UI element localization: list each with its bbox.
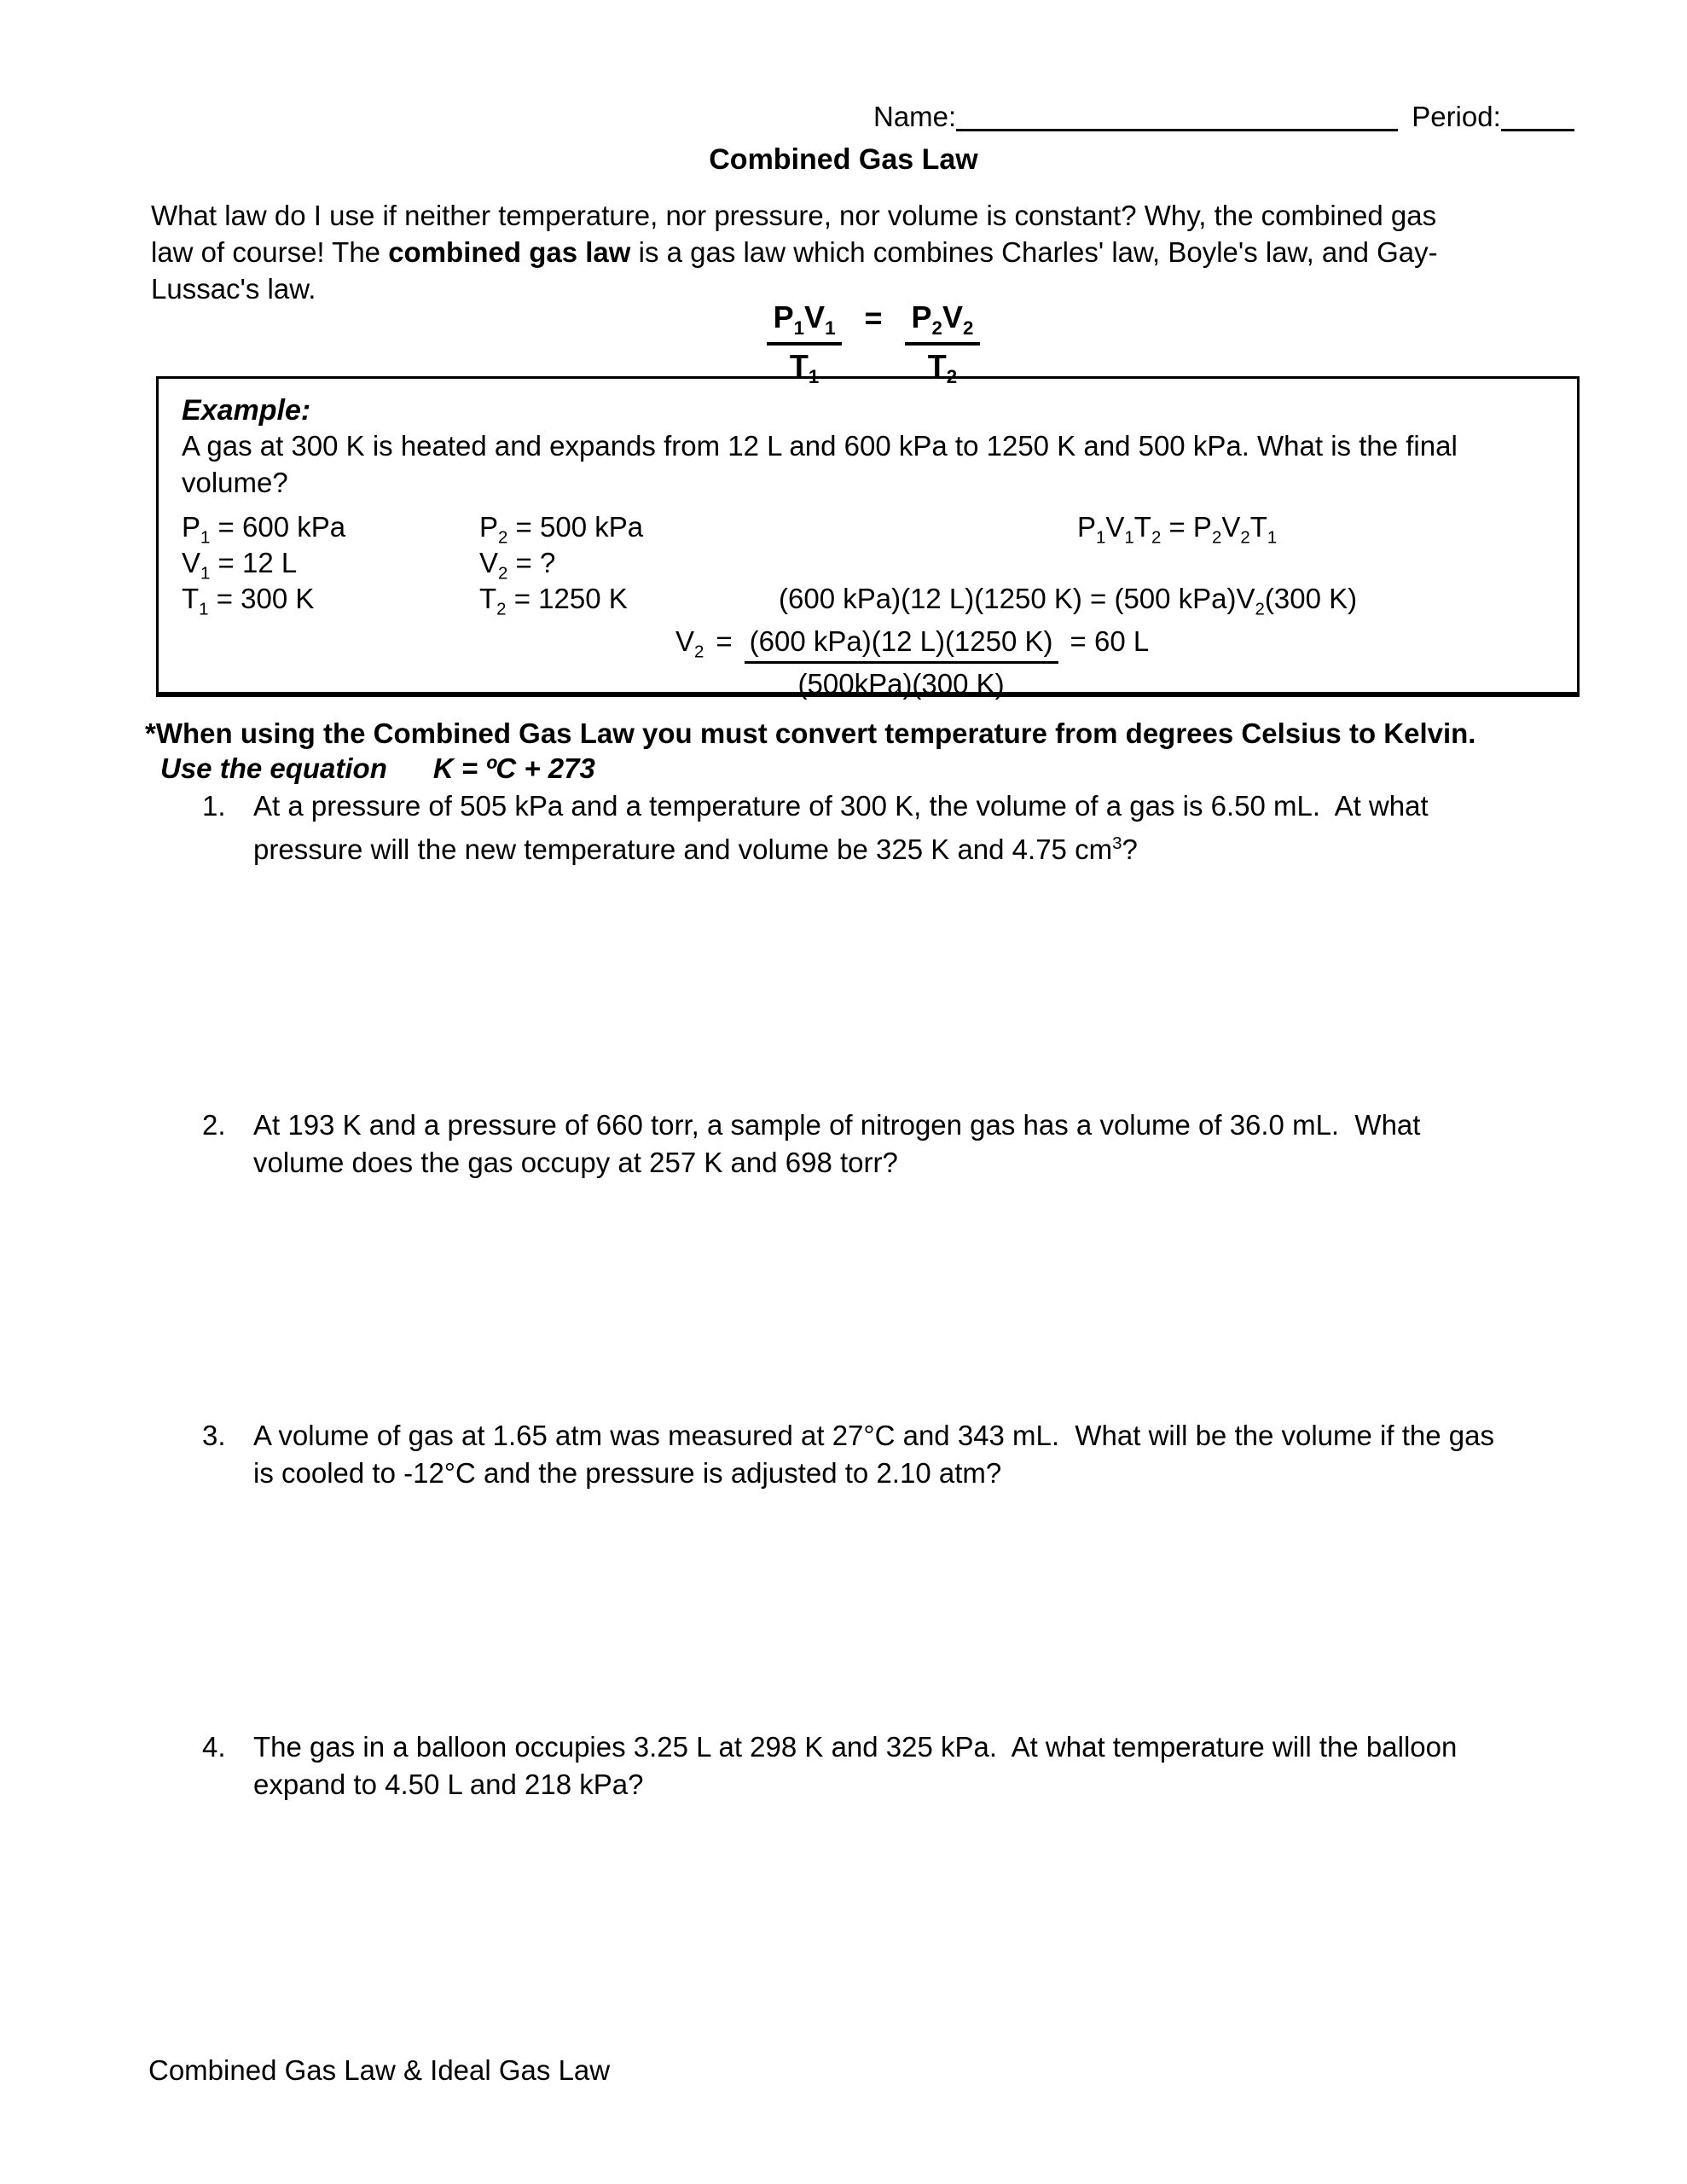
given-t2: $T_2 = 1250$ K [479, 583, 628, 619]
formula-lhs-denominator: $T_1$ [789, 347, 820, 387]
intro-text-1: What law do I use if neither temperature, nor pressure, nor volume is constant? Why, the combined gas law of course! The [151, 200, 1437, 268]
question-3-text: A volume of gas at 1.65 atm was measured at 27°C and 343 mL. What will be the volume if the gas is cooled to -12°C and the pressure is adjusted to 2.10 atm? [253, 1420, 1494, 1489]
question-1-number: 1. [202, 790, 226, 822]
intro-text-2: is a gas law which combines Charles' law, Boyle's law, and Gay- Lussac's law. [151, 236, 1438, 305]
question-1 [202, 787, 1601, 868]
name-blank-line [956, 101, 1398, 131]
formula-lhs-fraction [767, 300, 843, 387]
solution-denominator: (500kPa)(300 K) [797, 668, 1005, 700]
formula-equals-sign: = [864, 300, 883, 335]
formula-rhs-fraction [905, 300, 981, 387]
solution-symbol: $V_2$ [675, 625, 704, 662]
formula-rhs-numerator: $P_2V_2$ [905, 300, 981, 346]
rearranged-equation: $P_1V_1T_2 = P_2V_2T_1$ [1077, 511, 1278, 548]
period-label: Period: [1412, 101, 1501, 132]
given-p2: $P_2 = 500$ kPa [479, 511, 644, 548]
intro-bold-term: combined gas law [388, 236, 631, 268]
name-label: Name: [873, 101, 957, 132]
formula-rhs-denominator: $T_2$ [927, 347, 958, 387]
example-problem-text: A gas at 300 K is heated and expands from 12 L and 600 kPa to 1250 K and 500 kPa. What is the final volume? [182, 430, 1458, 498]
question-2 [202, 1107, 1601, 1182]
kelvin-note-label: Use the equation [160, 752, 387, 784]
question-2-number: 2. [202, 1109, 226, 1141]
example-heading: Example: [182, 394, 311, 427]
footer-title: Combined Gas Law & Ideal Gas Law [148, 2054, 611, 2086]
kelvin-note-line2 [160, 752, 595, 785]
solution-fraction [745, 623, 1058, 702]
page-title: Combined Gas Law [709, 143, 978, 176]
question-4-number: 4. [202, 1731, 226, 1763]
given-t1: $T_1 = 300$ K [182, 583, 315, 619]
question-3-number: 3. [202, 1420, 226, 1451]
given-v1: $V_1 = 12$ L [182, 547, 298, 584]
given-p1: $P_1 = 600$ kPa [182, 511, 346, 548]
substituted-equation: (600 kPa)(12 L)(1250 K) = (500 $kPa)V_2(300$ K) [779, 583, 1358, 619]
given-v2: $V_2$ = ? [479, 547, 556, 584]
question-2-text: At 193 K and a pressure of 660 torr, a sample of nitrogen gas has a volume of 36.0 mL. What volume does the gas occupy at 257 K and 698 torr? [253, 1109, 1421, 1178]
solution-equals-sign: = [716, 625, 733, 657]
example-solution [675, 623, 1149, 702]
question-4-text: The gas in a balloon occupies 3.25 L at 298 K and 325 kPa. At what temperature will the balloon expand to 4.50 L and 218 kPa? [253, 1731, 1458, 1800]
question-1-text: At a pressure of 505 kPa and a temperature of 300 K, the volume of a gas is 6.50 mL. At what pressure will the new temperature and volume be 325 K and 4.75 $cm^3$? [253, 790, 1429, 865]
solution-numerator: (600 kPa)(12 L)(1250 K) [745, 623, 1058, 664]
question-3 [202, 1417, 1601, 1492]
intro-paragraph [151, 197, 1597, 307]
period-blank-line [1501, 101, 1574, 131]
question-4 [202, 1728, 1601, 1804]
solution-result: = 60 L [1070, 625, 1150, 657]
example-box [156, 376, 1580, 700]
name-period-row [873, 101, 1574, 133]
combined-gas-law-formula [0, 300, 1687, 387]
kelvin-note-line1: *When using the Combined Gas Law you must convert temperature from degrees Celsius to Kelvin. [145, 717, 1476, 749]
kelvin-equation: K = ºC + 273 [432, 752, 595, 784]
formula-lhs-numerator: $P_1V_1$ [767, 300, 843, 346]
